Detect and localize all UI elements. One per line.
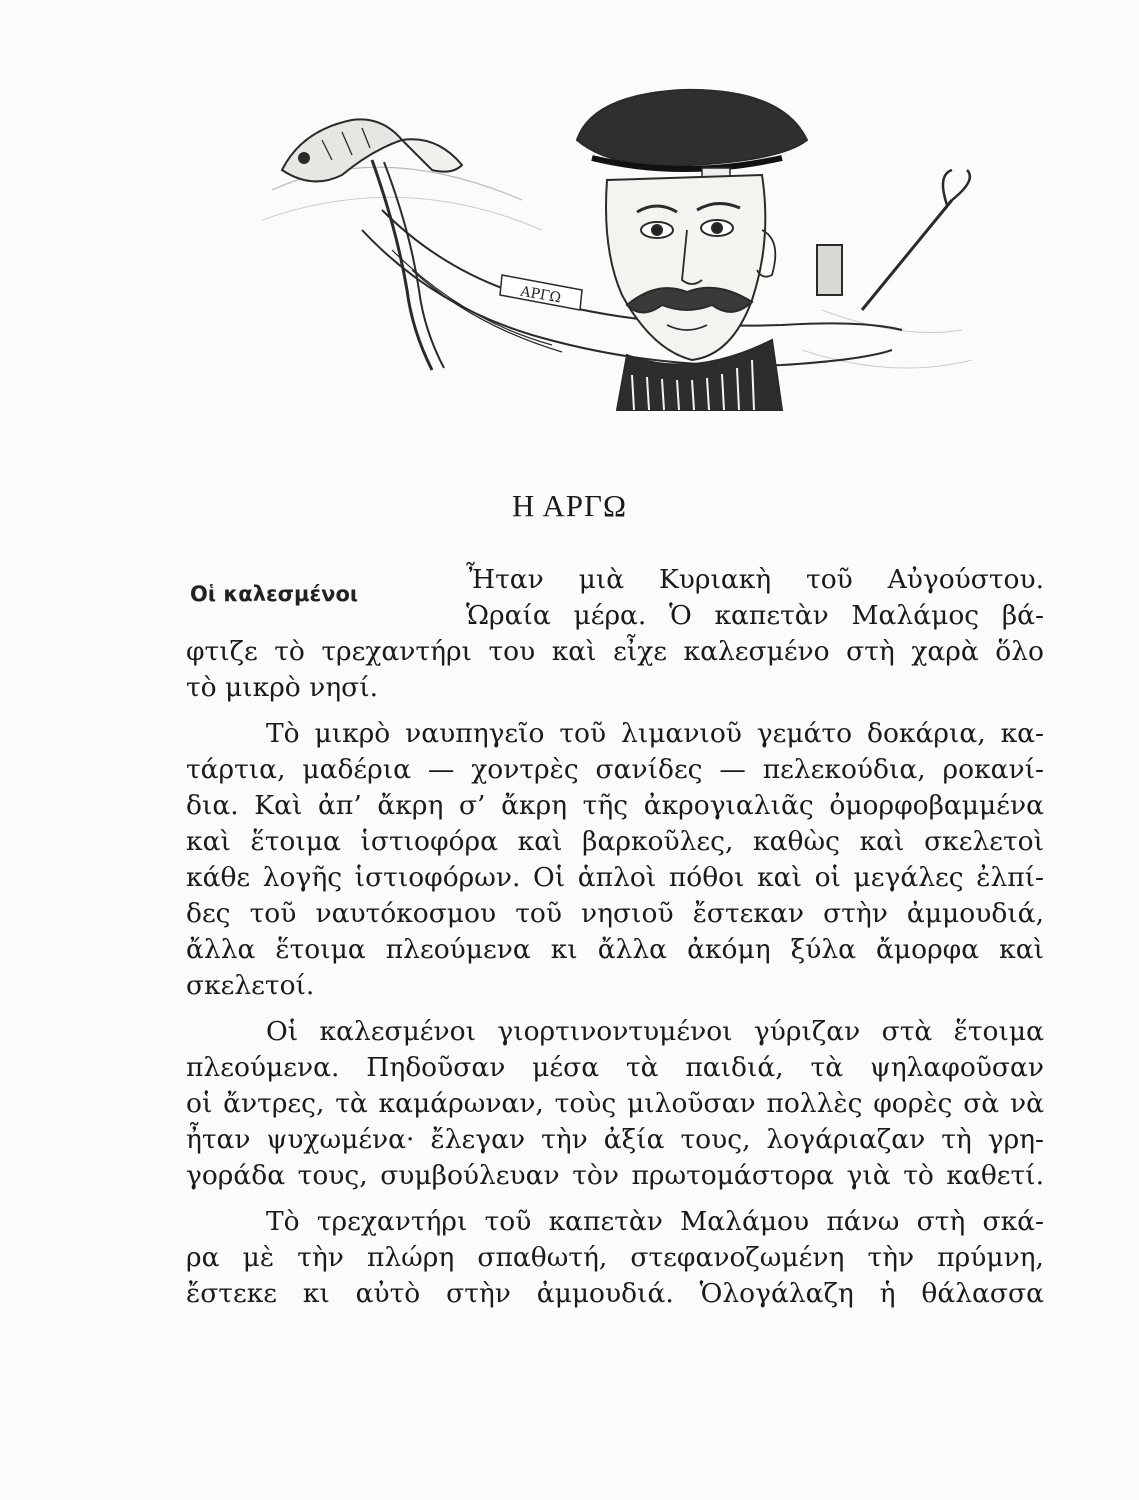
text-line: τὸ μικρὸ νησί. — [186, 672, 379, 703]
text-line: κάθε λογῆς ἱστιοφόρων. Οἱ ἁπλοὶ πόθοι καὶ οἱ μεγάλες ἐλπί- — [186, 862, 1044, 893]
text-line: Τὸ τρεχαντήρι τοῦ καπετὰν Μαλάμου πάνω στὴ σκά- — [266, 1206, 1044, 1237]
text-line: σκελετοί. — [186, 970, 315, 1001]
captain-and-boat-illustration — [262, 80, 982, 420]
text-line: ἦταν ψυχωμένα· ἔλεγαν τὴν ἀξία τους, λογάριαζαν τὴ γρη- — [186, 1124, 1044, 1155]
text-line: ἔστεκε κι αὐτὸ στὴν ἀμμουδιά. Ὁλογάλαζη ἡ θάλασσα — [186, 1278, 1044, 1309]
text-line: γοράδα τους, συμβούλευαν τὸν πρωτομάστορα γιὰ τὸ καθετί. — [186, 1160, 1044, 1191]
margin-note: Οἱ καλεσμένοι — [190, 582, 359, 606]
text-line: φτιζε τὸ τρεχαντήρι του καὶ εἶχε καλεσμένο στὴ χαρὰ ὅλο — [186, 636, 1044, 667]
text-line: τάρτια, μαδέρια — χοντρὲς σανίδες — πελεκούδια, ροκανί- — [186, 754, 1044, 785]
text-line: Ὡραία μέρα. Ὁ καπετὰν Μαλάμος βά- — [466, 600, 1044, 631]
text-line: πλεούμενα. Πηδοῦσαν μέσα τὰ παιδιά, τὰ ψηλαφοῦσαν — [186, 1052, 1044, 1083]
text-line: καὶ ἕτοιμα ἱστιοφόρα καὶ βαρκοῦλες, καθὼς καὶ σκελετοὶ — [186, 826, 1044, 857]
text-line: δια. Καὶ ἀπ’ ἄκρη σ’ ἄκρη τῆς ἀκρογιαλιᾶς ὀμορφοβαμμένα — [186, 790, 1044, 821]
text-line: ἄλλα ἕτοιμα πλεούμενα κι ἄλλα ἀκόμη ξύλα ἄμορφα καὶ — [186, 934, 1044, 965]
text-line: Ἦταν μιὰ Κυριακὴ τοῦ Αὐγούστου. — [466, 564, 1044, 595]
text-line: Οἱ καλεσμένοι γιορτινοντυμένοι γύριζαν στὰ ἕτοιμα — [266, 1016, 1044, 1047]
text-line: δες τοῦ ναυτόκοσμου τοῦ νησιοῦ ἔστεκαν στὴν ἀμμουδιά, — [186, 898, 1044, 929]
text-line: Τὸ μικρὸ ναυπηγεῖο τοῦ λιμανιοῦ γεμάτο δοκάρια, κα- — [266, 718, 1044, 749]
text-line: οἱ ἄντρες, τὰ καμάρωναν, τοὺς μιλοῦσαν πολλὲς φορὲς σὰ νὰ — [186, 1088, 1044, 1119]
boat-name-label: ΑΡΓΩ — [519, 283, 563, 307]
body-text — [186, 562, 1044, 1312]
text-line: ρα μὲ τὴν πλώρη σπαθωτή, στεφανοζωμένη τὴν πρύμνη, — [186, 1242, 1044, 1273]
chapter-title: Η ΑΡΓΩ — [511, 488, 627, 523]
